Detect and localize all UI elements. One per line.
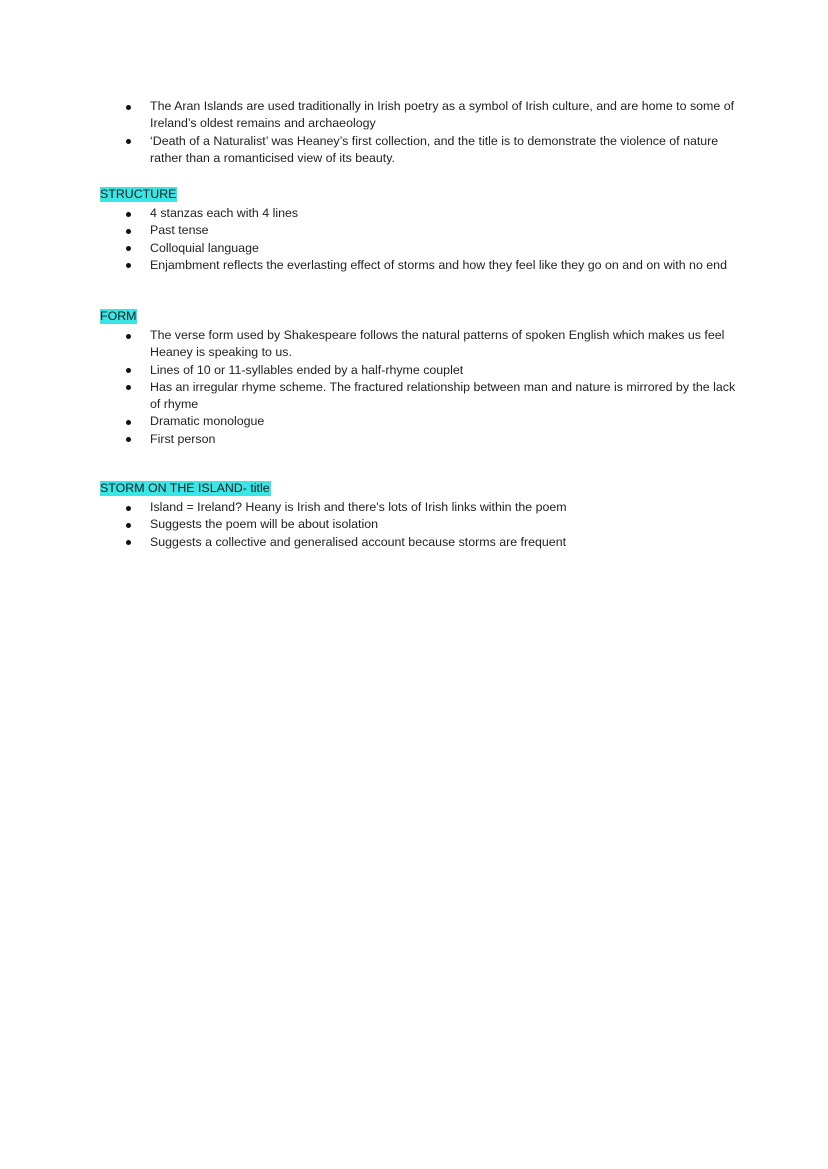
list-item	[100, 327, 740, 362]
structure-bullet-list	[100, 205, 740, 274]
bullet-icon	[126, 334, 131, 339]
list-item-text: Colloquial language	[150, 240, 259, 255]
list-item	[100, 431, 740, 448]
bullet-icon	[126, 506, 131, 511]
bullet-icon	[126, 139, 131, 144]
list-item	[100, 240, 740, 257]
title-section	[100, 479, 740, 551]
list-item	[100, 98, 740, 133]
list-item	[100, 133, 740, 168]
list-item	[100, 379, 740, 414]
list-item	[100, 257, 740, 274]
list-item-text: Suggests a collective and generalised account because storms are frequent	[150, 534, 567, 549]
bullet-icon	[126, 523, 131, 528]
bullet-icon	[126, 437, 131, 442]
list-item-text: Island = Ireland? Heany is Irish and there's lots of Irish links within the poem	[150, 500, 567, 514]
bullet-icon	[126, 263, 131, 268]
list-item-text: 4 stanzas each with 4 lines	[150, 206, 299, 220]
structure-heading: STRUCTURE	[100, 187, 177, 201]
list-item	[100, 222, 740, 239]
title-section-heading: STORM ON THE ISLAND- title	[100, 481, 270, 495]
bullet-icon	[126, 229, 131, 234]
list-item	[100, 413, 740, 430]
intro-section	[100, 98, 740, 167]
list-item-text: ‘Death of a Naturalist’ was Heaney’s first collection, and the title is to demonstrate the violence of nature rather than a romanticised view of its beauty.	[150, 133, 719, 165]
title-bullet-list	[100, 499, 740, 551]
list-item-text: Suggests the poem will be about isolation	[150, 517, 378, 532]
list-item-text: Enjambment reflects the everlasting effect of storms and how they feel like they go on and on with no end	[150, 257, 727, 272]
list-item-text: Has an irregular rhyme scheme. The fractured relationship between man and nature is mirrored by the lack of rhyme	[150, 379, 736, 412]
bullet-icon	[126, 212, 131, 217]
list-item-text: Lines of 10 or 11-syllables ended by a half-rhyme couplet	[150, 362, 464, 377]
structure-section	[100, 185, 740, 274]
list-item	[100, 205, 740, 222]
form-section	[100, 307, 740, 448]
form-heading: FORM	[100, 309, 137, 323]
list-item	[100, 499, 740, 516]
bullet-icon	[126, 368, 131, 373]
list-item	[100, 362, 740, 379]
bullet-icon	[126, 420, 131, 425]
intro-bullet-list	[100, 98, 740, 167]
list-item-text: The Aran Islands are used traditionally in Irish poetry as a symbol of Irish culture, and are home to some of Ireland’s oldest remains and archaeology	[150, 99, 735, 131]
bullet-icon	[126, 246, 131, 251]
list-item-text: Past tense	[150, 223, 209, 238]
list-item-text: The verse form used by Shakespeare follows the natural patterns of spoken English which makes us feel Heaney is speaking to us.	[150, 328, 725, 360]
list-item-text: First person	[150, 431, 216, 446]
bullet-icon	[126, 385, 131, 390]
list-item	[100, 516, 740, 533]
list-item-text: Dramatic monologue	[150, 414, 265, 429]
bullet-icon	[126, 540, 131, 545]
bullet-icon	[126, 105, 131, 110]
form-bullet-list	[100, 327, 740, 448]
list-item	[100, 534, 740, 551]
